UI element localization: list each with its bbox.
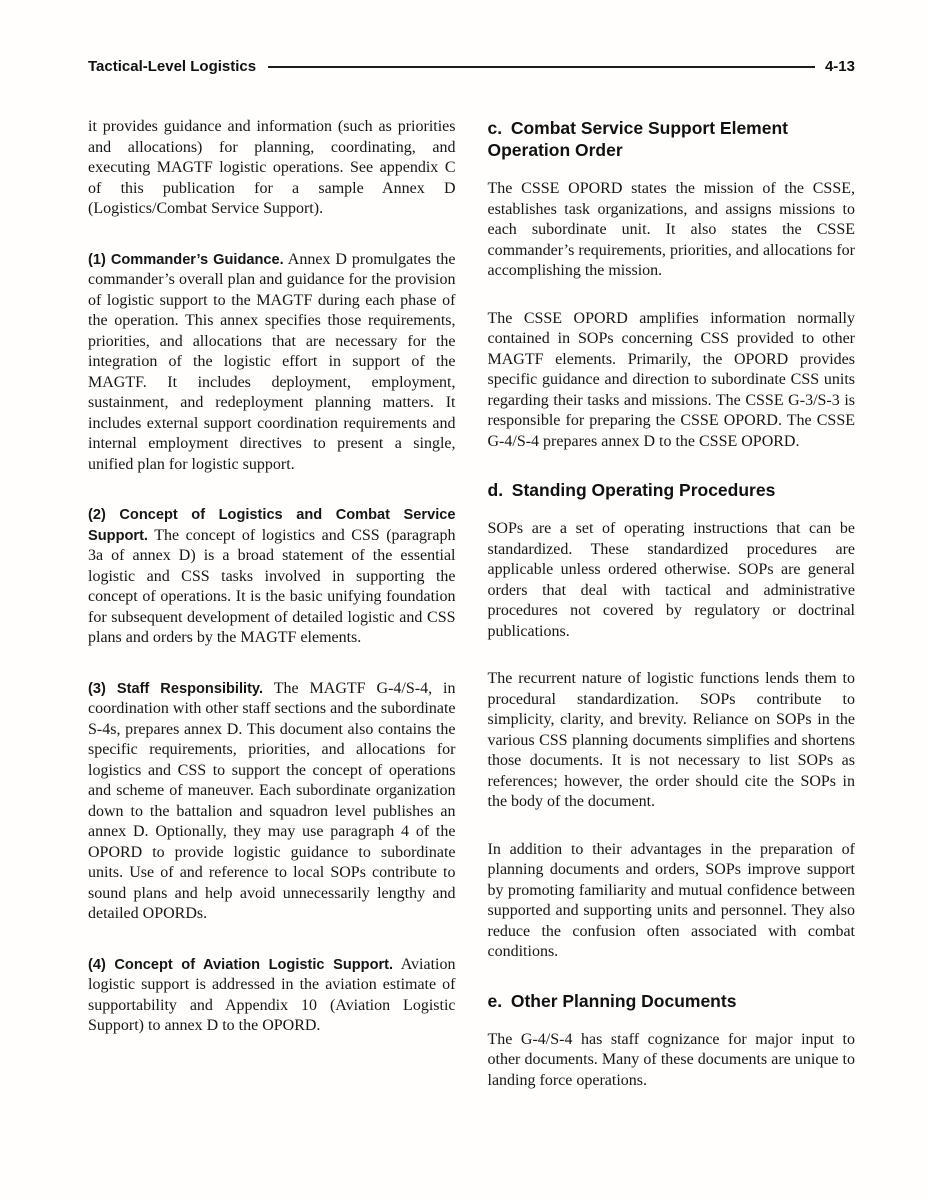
paragraph-text: The concept of logistics and CSS (paragraph 3a of annex D) is a broad statement of the essential logistic and CSS tasks involved in supporting the concept of operations. It is the basic unifying foundation for subsequent development of detailed logistic and CSS plans and orders by the MAGTF elements.	[88, 526, 456, 646]
left-column	[88, 117, 456, 1118]
section-c-paragraph-1: The CSSE OPORD states the mission of the CSSE, establishes task organizations, and assigns missions to each subordinate unit. It also states the CSSE commander’s requirements, priorities, and allocations for accomplishing the mission.	[487, 180, 855, 279]
section-d-paragraph-1: SOPs are a set of operating instructions that can be standardized. These standardized procedures are applicable unless ordered otherwise. SOPs are general orders that deal with tactical and administrative procedures not covered by regulatory or doctrinal publications.	[487, 520, 855, 640]
paragraph-text: Aviation logistic support is addressed in the aviation estimate of supportability and Appendix 10 (Aviation Logistic Support) to annex D to the OPORD.	[88, 955, 456, 1034]
page-number: 4-13	[824, 58, 855, 75]
section-d-paragraph-3: In addition to their advantages in the preparation of planning documents and orders, SOPs improve support by promoting familiarity and mutual confidence between supported and supporting units and personnel. They also reduce the confusion often associated with combat conditions.	[487, 840, 855, 960]
section-heading-c: c. Combat Service Support Element Operation Order	[487, 118, 788, 160]
paragraph-label: (3) Staff Responsibility.	[88, 680, 264, 697]
intro-paragraph: it provides guidance and information (such as priorities and allocations) for planning, coordinating, and executing MAGTF logistic operations. See appendix C of this publication for a sample Annex D (Logistics/Combat Service Support).	[88, 118, 456, 217]
section-heading-d: d. Standing Operating Procedures	[487, 480, 776, 500]
paragraph-label: (2) Concept of Logistics and Combat Service Support.	[88, 507, 456, 544]
paragraph-text: Annex D promulgates the commander’s overall plan and guidance for the provision of logistic support to the MAGTF during each phase of the operation. This annex specifies those requirements, priorities, and allocations that are necessary for the integration of the logistic effort in support of the MAGTF. It includes deployment, employment, sustainment, and redeployment planning matters. It includes external support coordination requirements and internal employment directives to present a single, unified plan for logistic support.	[88, 250, 456, 473]
section-e-paragraph-1: The G-4/S-4 has staff cognizance for major input to other documents. Many of these documents are unique to landing force operations.	[487, 1030, 855, 1089]
numbered-paragraph-3	[88, 679, 456, 925]
running-header-title: Tactical-Level Logistics	[88, 58, 257, 75]
paragraph-text: The MAGTF G-4/S-4, in coordination with other staff sections and the subordinate S-4s, prepares annex D. This document also contains the specific requirements, priorities, and allocations for logistics and CSS to support the concept of operations and scheme of maneuver. Each subordinate organization down to the battalion and squadron level publishes an annex D. Optionally, they may use paragraph 4 of the OPORD to provide logistic guidance to subordinate units. Use of and reference to local SOPs contribute to sound plans and help avoid unnecessarily lengthy and detailed OPORDs.	[88, 679, 456, 922]
section-heading-e: e. Other Planning Documents	[487, 990, 737, 1011]
page-body	[0, 75, 926, 1118]
numbered-paragraph-4	[88, 955, 456, 1037]
section-d-paragraph-2: The recurrent nature of logistic functions lends them to procedural standardization. SOPs contribute to simplicity, clarity, and brevity. Reliance on SOPs in the various CSS planning documents simplifies and shortens those documents. It is not necessary to list SOPs as references; however, the order should cite the SOPs in the body of the document.	[487, 670, 855, 810]
header-rule	[268, 66, 815, 68]
paragraph-label: (1) Commander’s Guidance.	[88, 251, 284, 268]
page-header	[0, 0, 926, 75]
numbered-paragraph-1	[88, 250, 456, 476]
right-column	[488, 117, 856, 1118]
numbered-paragraph-2	[88, 505, 456, 649]
section-c-paragraph-2: The CSSE OPORD amplifies information normally contained in SOPs concerning CSS provided to other MAGTF elements. Primarily, the OPORD provides specific guidance and direction to subordinate CSS units regarding their tasks and missions. The CSSE G-3/S-3 is responsible for preparing the CSSE OPORD. The CSSE G-4/S-4 prepares annex D to the CSSE OPORD.	[487, 309, 855, 450]
paragraph-label: (4) Concept of Aviation Logistic Support.	[88, 956, 394, 973]
